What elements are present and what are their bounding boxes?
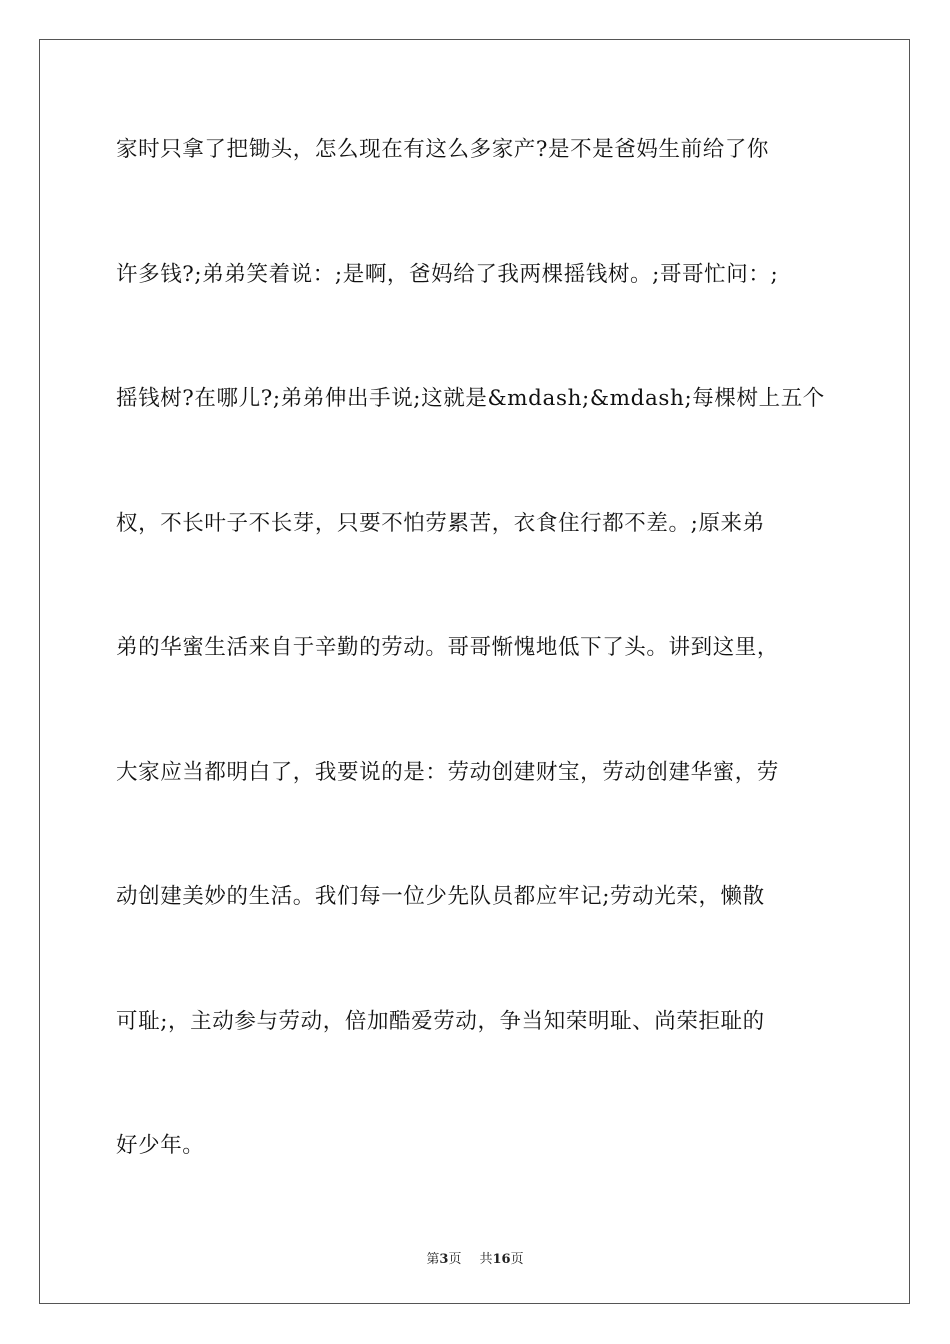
text-line: 好少年。 <box>116 1133 205 1158</box>
text-line: 杈，不长叶子不长芽，只要不怕劳累苦，衣食住行都不差。;原来弟 <box>116 510 765 536</box>
text-line: 大家应当都明白了，我要说的是：劳动创建财宝，劳动创建华蜜，劳 <box>116 759 780 785</box>
body-text <box>116 118 836 1239</box>
text-line: 摇钱树?在哪儿?;弟弟伸出手说;这就是&mdash;&mdash;每棵树上五个 <box>116 386 825 411</box>
total-suffix: 页 <box>510 1252 524 1267</box>
text-line: 弟的华蜜生活来自于辛勤的劳动。哥哥惭愧地低下了头。讲到这里， <box>116 635 780 660</box>
total-pages: 16 <box>492 1252 511 1267</box>
page-prefix: 第 <box>426 1252 440 1267</box>
page-number: 3 <box>439 1252 449 1267</box>
page-suffix: 页 <box>448 1252 462 1267</box>
page-footer <box>0 1248 950 1267</box>
text-line: 可耻;，主动参与劳动，倍加酷爱劳动，争当知荣明耻、尚荣拒耻的 <box>116 1008 765 1034</box>
total-prefix: 共 <box>479 1252 493 1267</box>
text-line: 动创建美妙的生活。我们每一位少先队员都应牢记;劳动光荣，懒散 <box>116 884 765 909</box>
text-line: 家时只拿了把锄头，怎么现在有这么多家产?是不是爸妈生前给了你 <box>116 137 770 162</box>
text-line: 许多钱?;弟弟笑着说：;是啊，爸妈给了我两棵摇钱树。;哥哥忙问：; <box>116 261 779 287</box>
